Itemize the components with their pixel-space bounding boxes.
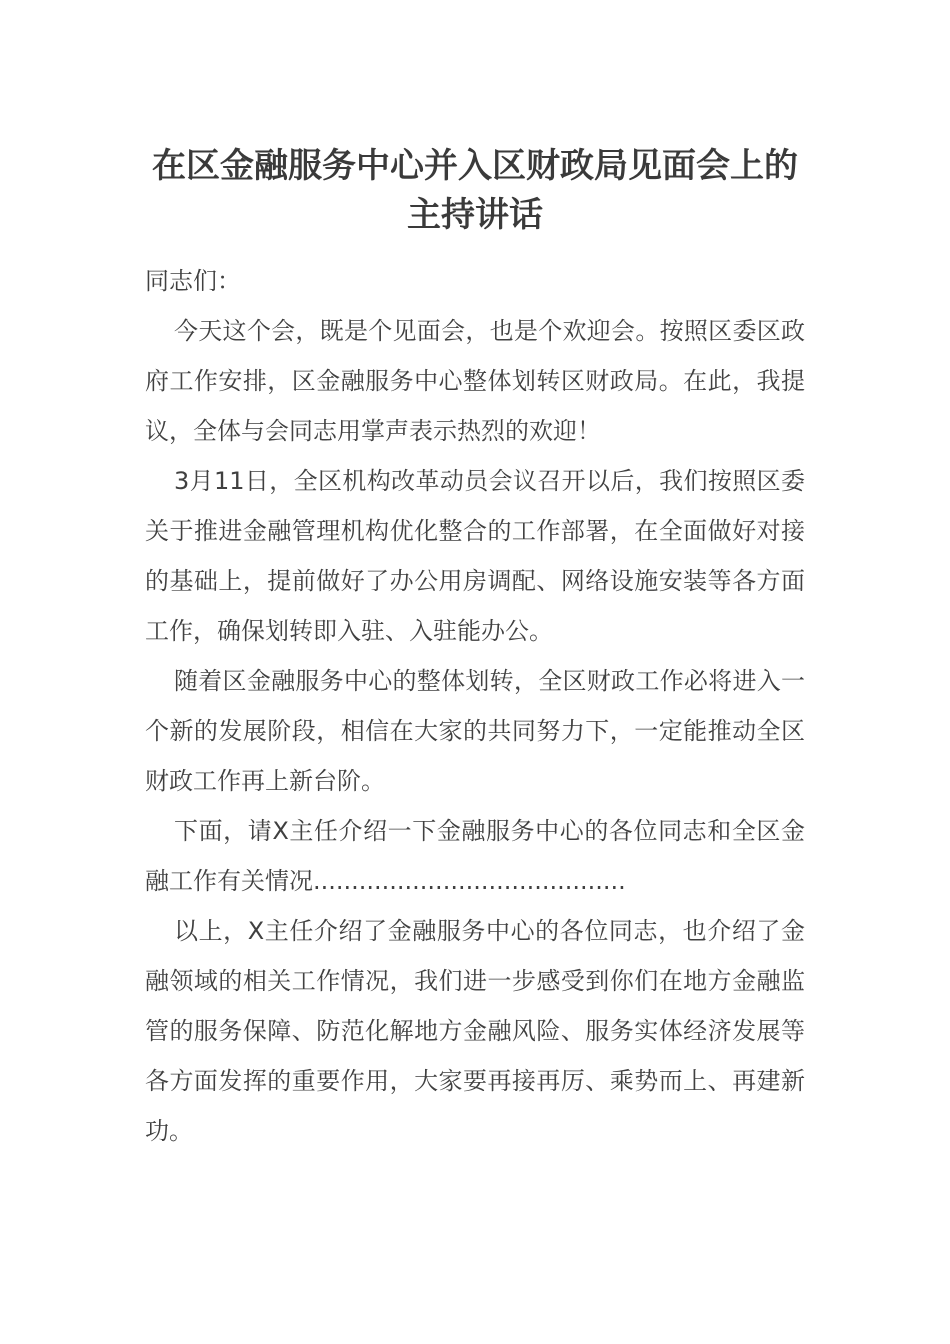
paragraph-welcome: 今天这个会，既是个见面会，也是个欢迎会。按照区委区政府工作安排，区金融服务中心整体划转区财政局。在此，我提议，全体与会同志用掌声表示热烈的欢迎！ bbox=[145, 317, 805, 445]
salutation: 同志们： bbox=[145, 267, 241, 295]
paragraph-preparation: 3月11日，全区机构改革动员会议召开以后，我们按照区委关于推进金融管理机构优化整合的工作部署，在全面做好对接的基础上，提前做好了办公用房调配、网络设施安装等各方面工作，确保划转即入驻、入驻能办公。 bbox=[145, 467, 805, 645]
document-body bbox=[145, 256, 805, 1156]
paragraph-closing: 以上，X主任介绍了金融服务中心的各位同志，也介绍了金融领域的相关工作情况，我们进一步感受到你们在地方金融监管的服务保障、防范化解地方金融风险、服务实体经济发展等各方面发挥的重要作用，大家要再接再厉、乘势而上、再建新功。 bbox=[145, 917, 805, 1145]
paragraph-outlook: 随着区金融服务中心的整体划转，全区财政工作必将进入一个新的发展阶段，相信在大家的共同努力下，一定能推动全区财政工作再上新台阶。 bbox=[145, 667, 805, 795]
document-title: 在区金融服务中心并入区财政局见面会上的主持讲话 bbox=[152, 146, 798, 235]
paragraph-introduction: 下面，请X主任介绍一下金融服务中心的各位同志和全区金融工作有关情况......................................... bbox=[145, 817, 805, 895]
